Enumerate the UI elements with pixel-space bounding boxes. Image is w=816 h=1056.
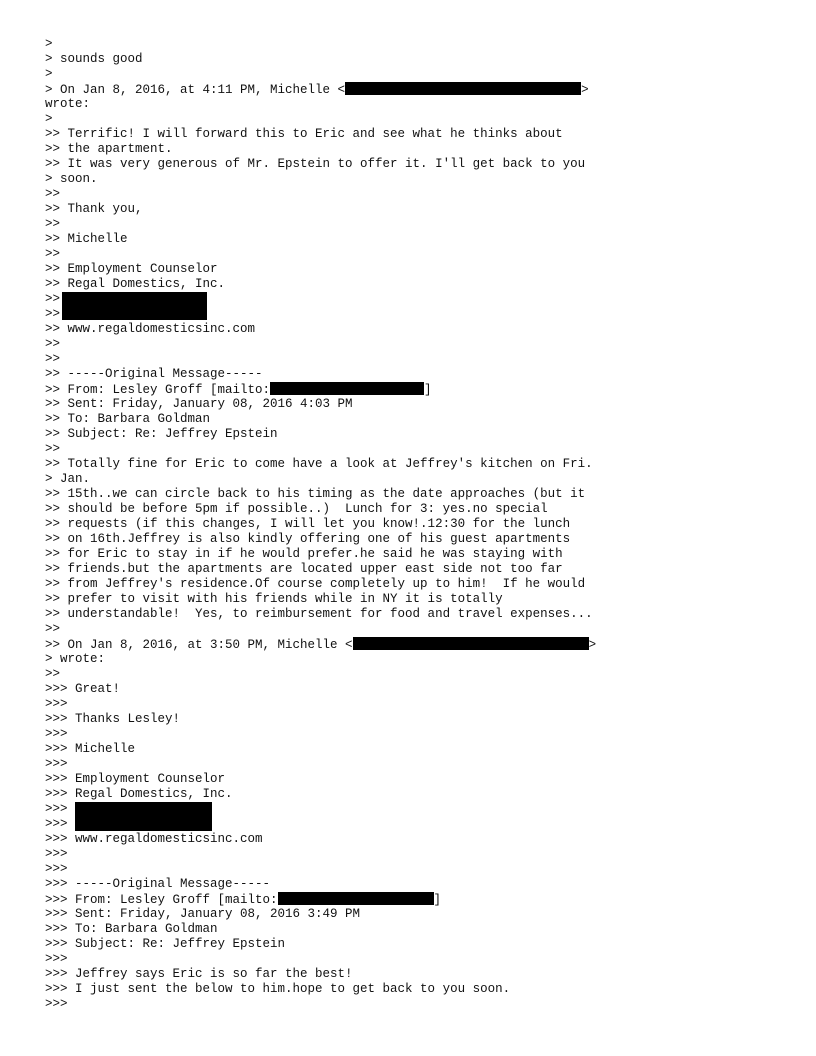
text-line: >> [45,247,61,261]
text-line: >>> Regal Domestics, Inc. [45,787,233,801]
text-line: >>> -----Original Message----- [45,877,271,891]
close-square: ] [424,383,432,397]
line-text: >> From: Lesley Groff [mailto: [45,383,271,397]
redacted-line [45,802,596,817]
text-line: >>> www.regaldomesticsinc.com [45,832,263,846]
text-line: >> the apartment. [45,142,173,156]
redaction-bar [353,637,589,650]
line-text: > On Jan 8, 2016, at 4:11 PM, Michelle < [45,83,346,97]
header-line [45,82,596,97]
text-line: >>> Sent: Friday, January 08, 2016 3:49 PM [45,907,361,921]
header-line [45,637,596,652]
text-line: > sounds good [45,52,143,66]
text-line: >> for Eric to stay in if he would prefer.he said he was staying with [45,547,563,561]
redacted-line [45,292,596,307]
text-line: >>> Great! [45,682,121,696]
text-line: > wrote: [45,652,106,666]
text-line: wrote: [45,97,91,111]
text-line: >> understandable! Yes, to reimbursement for food and travel expenses... [45,607,593,621]
close-angle: > [581,83,589,97]
text-line: >>> [45,817,68,831]
text-line: >>> [45,862,68,876]
redaction-block [62,292,207,320]
text-line: >> [45,667,61,681]
text-line: >>> Subject: Re: Jeffrey Epstein [45,937,286,951]
text-line: >> from Jeffrey's residence.Of course completely up to him! If he would [45,577,586,591]
text-line: >>> [45,757,68,771]
text-line: >> requests (if this changes, I will let you know!.12:30 for the lunch [45,517,571,531]
header-line [45,892,596,907]
text-line: >> It was very generous of Mr. Epstein to offer it. I'll get back to you [45,157,586,171]
text-line: >> www.regaldomesticsinc.com [45,322,256,336]
line-text: >>> From: Lesley Groff [mailto: [45,893,278,907]
text-line: >>> [45,997,68,1011]
text-line: >> -----Original Message----- [45,367,263,381]
text-line: >> [45,622,61,636]
text-line: >> Employment Counselor [45,262,218,276]
close-angle: > [588,638,597,652]
text-line: >>> [45,847,68,861]
text-line: > [45,67,53,81]
line-text: >> [45,292,61,306]
redaction-bar [345,82,581,95]
text-line: >> on 16th.Jeffrey is also kindly offering one of his guest apartments [45,532,571,546]
text-line: >>> Jeffrey says Eric is so far the best! [45,967,353,981]
text-line: >> Totally fine for Eric to come have a look at Jeffrey's kitchen on Fri. [45,457,593,471]
text-line: > soon. [45,172,98,186]
text-line: >> Thank you, [45,202,143,216]
text-line: > Jan. [45,472,91,486]
text-line: >> Regal Domestics, Inc. [45,277,226,291]
text-line: >> Michelle [45,232,128,246]
text-line: >>> [45,952,68,966]
text-line: >>> Employment Counselor [45,772,226,786]
text-line: > [45,37,53,51]
text-line: >> friends.but the apartments are located upper east side not too far [45,562,563,576]
redaction-bar [270,382,424,395]
text-line: >> Sent: Friday, January 08, 2016 4:03 PM [45,397,353,411]
text-line: >> [45,307,61,321]
line-text: >> On Jan 8, 2016, at 3:50 PM, Michelle < [45,638,353,652]
text-line: >> Subject: Re: Jeffrey Epstein [45,427,278,441]
text-line: >>> [45,727,68,741]
text-line: >> 15th..we can circle back to his timing as the date approaches (but it [45,487,586,501]
redaction-block [75,802,212,831]
text-line: >> [45,337,61,351]
text-line: >> [45,187,61,201]
text-line: >>> Thanks Lesley! [45,712,181,726]
text-line: >>> [45,697,68,711]
text-line: >> To: Barbara Goldman [45,412,211,426]
line-text: >>> [45,802,68,816]
header-line [45,382,596,397]
text-line: >>> Michelle [45,742,136,756]
text-line: >> [45,217,61,231]
text-line: >> [45,352,61,366]
text-line: > [45,112,53,126]
text-line: >> prefer to visit with his friends while in NY it is totally [45,592,503,606]
redaction-bar [278,892,434,905]
close-square: ] [433,893,442,907]
text-line: >>> To: Barbara Goldman [45,922,218,936]
text-line: >>> I just sent the below to him.hope to get back to you soon. [45,982,511,996]
text-line: >> Terrific! I will forward this to Eric and see what he thinks about [45,127,563,141]
text-line: >> should be before 5pm if possible..) Lunch for 3: yes.no special [45,502,548,516]
email-thread [45,37,596,1012]
text-line: >> [45,442,61,456]
